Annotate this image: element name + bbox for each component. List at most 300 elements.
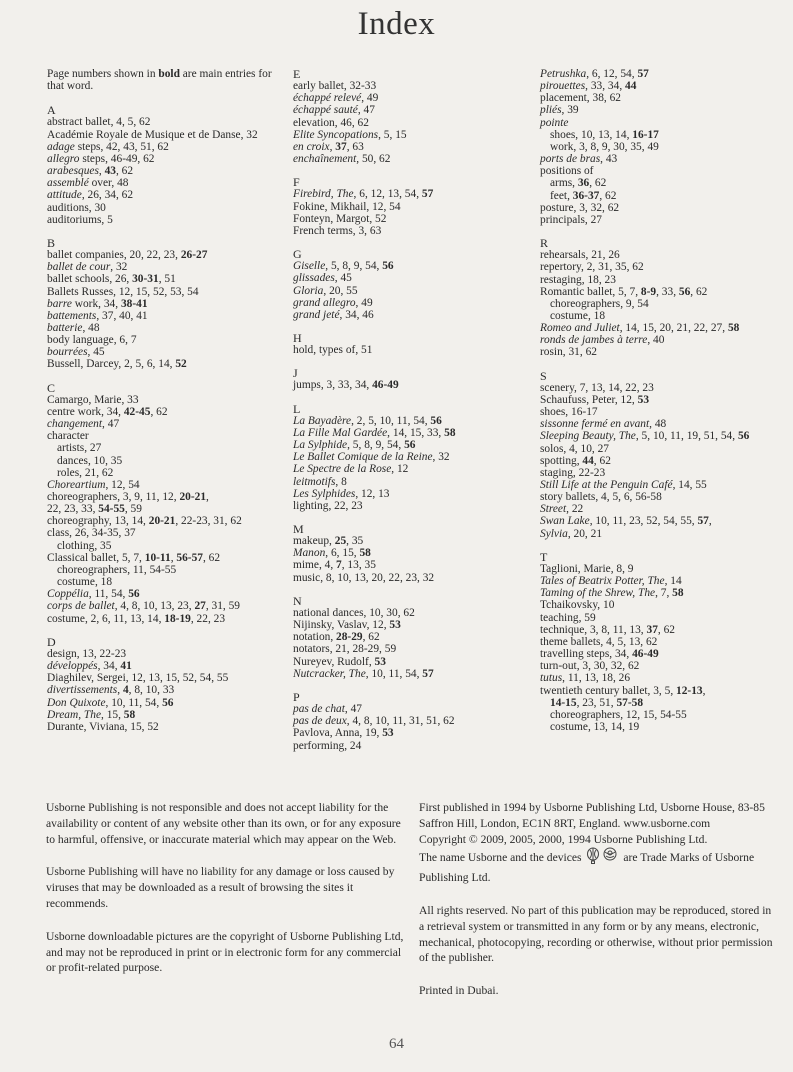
entry-text: 14-15: [550, 696, 577, 709]
entry-text: design, 13, 22-23: [47, 647, 127, 660]
entry-text: pas de chat: [293, 703, 345, 716]
entry-text: , 51: [158, 273, 176, 286]
entry-text: 42-45: [123, 405, 151, 418]
entry-text: 46-49: [632, 648, 659, 661]
entry-text: Gloria: [293, 284, 324, 297]
entry-text: Dream, The: [47, 708, 101, 721]
entry-text: repertory, 2, 31, 35, 62: [540, 261, 644, 274]
index-entry: [293, 415, 531, 427]
entry-text: 56-57: [176, 551, 203, 564]
index-entry: [540, 660, 780, 672]
entry-text: Firebird, The: [293, 188, 354, 201]
entry-text: , 10, 11, 54,: [365, 667, 423, 680]
entry-text: , 12, 54: [105, 478, 140, 491]
entry-text: Camargo, Marie, 33: [47, 393, 139, 406]
entry-text: 43: [104, 165, 116, 178]
index-entry: [47, 202, 287, 214]
index-entry: [540, 467, 780, 479]
entry-text: , 10, 11, 23, 52, 54, 55,: [589, 515, 698, 528]
entry-text: Giselle: [293, 260, 326, 273]
entry-text: , 11, 13, 18, 26: [562, 672, 631, 685]
index-entry: [540, 612, 780, 624]
index-entry: [540, 80, 780, 92]
entry-text: choreographers, 9, 54: [550, 297, 649, 310]
entry-text: notation,: [293, 631, 337, 644]
entry-text: Page numbers shown in: [47, 68, 159, 80]
entry-text: adage: [47, 140, 75, 153]
index-entry: [540, 249, 780, 261]
entry-text: Elite Syncopations: [293, 128, 379, 141]
entry-text: , 20, 21: [567, 527, 603, 540]
index-entry: [540, 117, 780, 129]
entry-text: 56: [678, 285, 691, 298]
entry-text: assemblé: [47, 177, 89, 190]
entry-text: 36-37: [572, 189, 600, 202]
section-letter: C: [47, 380, 56, 395]
entry-text: barre: [47, 297, 72, 310]
entry-text: allegro: [47, 152, 80, 165]
entry-text: story ballets, 4, 5, 6, 56-58: [540, 491, 662, 504]
entry-text: 54-55: [98, 503, 125, 516]
entry-text: 20-21: [148, 515, 176, 528]
index-subentry: [47, 576, 287, 588]
index-entry: [47, 165, 287, 177]
index-entry: [47, 141, 287, 153]
entry-text: steps, 46-49, 62: [79, 152, 155, 165]
entry-text: sissonne fermé en avant: [540, 418, 650, 431]
index-entry: [47, 697, 287, 709]
disclaimer-block: [46, 800, 406, 993]
entry-text: Ballets Russes, 12, 15, 52, 53, 54: [47, 285, 199, 298]
entry-text: Classical ballet, 5, 7,: [47, 551, 145, 564]
entry-text: , 23, 51,: [576, 696, 617, 709]
entry-text: 28-29: [336, 631, 363, 644]
entry-text: , 34,: [97, 660, 121, 673]
index-entry: [293, 344, 531, 356]
entry-text: Tchaikovsky, 10: [540, 599, 615, 612]
section-letter: S: [540, 368, 547, 383]
entry-text: , 62: [599, 189, 617, 202]
entry-text: 58: [359, 547, 371, 560]
entry-text: 27: [194, 600, 206, 613]
entry-text: , 47: [102, 418, 120, 431]
index-entry: [47, 189, 287, 201]
entry-text: rehearsals, 21, 26: [540, 249, 620, 262]
index-entry: [293, 201, 531, 213]
entry-text: auditoriums, 5: [47, 213, 113, 226]
entry-text: ,: [170, 551, 177, 564]
section-letter: B: [47, 235, 56, 250]
entry-text: 8-9: [640, 285, 657, 298]
index-entry: [540, 322, 780, 334]
entry-text: scenery, 7, 13, 14, 22, 23: [540, 381, 654, 394]
index-entry: [293, 117, 531, 129]
index-intro: [47, 68, 287, 92]
index-entry: [540, 648, 780, 660]
index-entry: [47, 613, 287, 625]
entry-text: Taglioni, Marie, 8, 9: [540, 562, 634, 575]
entry-text: , 62: [150, 405, 168, 418]
page-number: 64: [389, 1036, 404, 1052]
entry-text: , 47: [344, 703, 362, 716]
entry-text: , 62: [362, 631, 380, 644]
index-entry: [540, 274, 780, 286]
index-entry: [293, 260, 531, 272]
entry-text: notators, 21, 28-29, 59: [293, 643, 397, 656]
entry-text: , 32: [432, 451, 450, 464]
entry-text: 56: [162, 696, 174, 709]
entry-text: arabesques: [47, 165, 99, 178]
index-subentry: [47, 467, 287, 479]
entry-text: Romantic ballet, 5, 7,: [540, 285, 641, 298]
entry-text: teaching, 59: [540, 611, 596, 624]
index-column-3: [540, 68, 780, 733]
entry-text: are main entries for that word.: [47, 68, 272, 93]
entry-text: solos, 4, 10, 27: [540, 442, 609, 455]
section-letter: M: [293, 522, 304, 536]
entry-text: makeup,: [293, 535, 335, 548]
entry-text: 41: [120, 660, 132, 673]
entry-text: choreographers, 3, 9, 11, 12,: [47, 491, 180, 503]
entry-text: Bussell, Darcey, 2, 5, 6, 14,: [47, 358, 176, 371]
entry-text: Sleeping Beauty, The: [540, 430, 636, 443]
entry-text: clothing, 35: [57, 539, 112, 552]
index-entry: [47, 479, 287, 491]
entry-text: travelling steps, 34,: [540, 648, 633, 661]
index-entry: [47, 153, 287, 165]
entry-text: 56: [382, 260, 394, 273]
index-entry: [47, 660, 287, 672]
entry-text: leitmotifs: [293, 475, 336, 488]
index-entry: [47, 298, 287, 310]
index-entry: [540, 418, 780, 430]
entry-text: posture, 3, 32, 62: [540, 201, 620, 214]
index-entry: [47, 310, 287, 322]
section-letter: P: [293, 689, 300, 704]
entry-text: développés: [47, 660, 98, 673]
entry-text: Swan Lake: [540, 515, 590, 528]
entry-text: 44: [625, 80, 637, 93]
entry-text: dances, 10, 35: [57, 454, 123, 467]
entry-text: glissades: [293, 272, 335, 285]
usborne-balloon-logo-icon: [584, 847, 620, 870]
entry-text: , 50, 62: [356, 153, 391, 166]
index-entry: [293, 92, 531, 104]
entry-text: character: [47, 430, 89, 443]
entry-text: échappé relevé: [293, 92, 362, 105]
entry-text: 53: [374, 655, 386, 668]
entry-text: 16-17: [632, 128, 659, 141]
entry-text: , 8, 10, 33: [128, 684, 175, 697]
entry-text: rosin, 31, 62: [540, 346, 597, 359]
entry-text: Nijinsky, Vaslav, 12,: [293, 619, 390, 632]
entry-text: body language, 6, 7: [47, 334, 137, 347]
entry-text: en croix: [293, 140, 330, 153]
entry-text: , 5, 10, 11, 19, 51, 54,: [635, 430, 738, 443]
section-letter: G: [293, 247, 302, 262]
index-entry: [540, 636, 780, 648]
entry-text: 57: [422, 667, 434, 680]
entry-text: , 5, 8, 9, 54,: [347, 439, 405, 452]
entry-text: 58: [672, 587, 684, 600]
index-entry: [47, 406, 287, 418]
entry-text: 38-41: [120, 297, 148, 310]
trademark-text: are Trade Marks of Usborne Publishing Ltd.: [419, 851, 755, 885]
entry-text: shoes, 10, 13, 14,: [550, 128, 633, 141]
index-entry: [293, 129, 531, 141]
index-subentry: [540, 298, 780, 310]
index-entry: [293, 451, 531, 463]
entry-text: , 5, 8, 9, 54,: [325, 260, 383, 273]
index-entry: [47, 430, 287, 442]
entry-text: , 62: [202, 551, 221, 564]
index-entry: [293, 631, 531, 643]
entry-text: artists, 27: [57, 442, 102, 455]
index-entry: [47, 177, 287, 189]
entry-text: , 45: [334, 272, 352, 285]
entry-text: ,: [329, 140, 336, 153]
entry-text: French terms, 3, 63: [293, 224, 382, 237]
index-entry: [540, 153, 780, 165]
entry-text: 57: [421, 188, 434, 201]
entry-text: jumps, 3, 33, 34,: [293, 379, 373, 392]
index-entry: [293, 213, 531, 225]
entry-text: choreographers, 12, 15, 54-55: [550, 708, 687, 721]
disclaimer-paragraph: Usborne Publishing is not responsible and does not accept liability for the availability or content of any website other than its own, or for any exposure to harmful, offensive, or inaccurate material which may appear on the Web.: [46, 801, 401, 846]
index-entry: [47, 503, 287, 515]
index-entry: [47, 721, 287, 733]
index-entry: [47, 491, 287, 503]
index-entry: [47, 322, 287, 334]
entry-text: , 40: [647, 334, 665, 347]
index-entry: [47, 600, 287, 612]
entry-text: national dances, 10, 30, 62: [293, 606, 415, 619]
entry-text: 56: [430, 414, 442, 427]
entry-text: 56: [737, 430, 750, 443]
section-letter: H: [293, 330, 302, 345]
entry-text: Manon: [293, 547, 326, 560]
entry-text: ,: [117, 684, 123, 697]
entry-text: 53: [382, 727, 394, 740]
entry-text: Le Ballet Comique de la Reine: [293, 451, 433, 464]
entry-text: Nutcracker, The: [293, 667, 366, 680]
entry-text: music, 8, 10, 13, 20, 22, 23, 32: [293, 571, 435, 584]
index-entry: [293, 476, 531, 488]
index-entry: [293, 500, 531, 512]
entry-text: 12-13: [676, 684, 703, 697]
entry-text: centre work, 34,: [47, 405, 124, 418]
rights-paragraph: All rights reserved. No part of this publication may be reproduced, stored in a retrieval system or transmitted in any form or by any means, electronic, mechanical, photocopying, recording or otherwise, without prior permission of the publisher.: [419, 903, 773, 965]
entry-text: technique, 3, 8, 11, 13,: [540, 623, 647, 636]
entry-text: costume, 18: [57, 576, 113, 589]
index-subentry: [47, 564, 287, 576]
disclaimer-paragraph: Usborne downloadable pictures are the copyright of Usborne Publishing Ltd, and may not be reproduced in print or in electronic form for any commercial or profit-related purpose.: [46, 929, 404, 975]
index-entry-continuation: [540, 697, 780, 709]
entry-text: , 8: [335, 475, 347, 488]
entry-text: ,: [702, 684, 706, 697]
entry-text: , 37, 40, 41: [96, 309, 148, 322]
entry-text: tutus: [540, 672, 563, 685]
entry-text: , 33, 34,: [585, 80, 626, 93]
section-letter: L: [293, 401, 301, 416]
entry-text: ,: [98, 165, 105, 178]
entry-text: 22, 23, 33,: [47, 503, 99, 516]
index-entry: [293, 715, 531, 727]
index-entry: [540, 202, 780, 214]
entry-text: Tales of Beatrix Potter, The: [540, 575, 665, 588]
entry-text: , 33,: [656, 285, 679, 298]
index-entry: [540, 430, 780, 442]
index-column-2: [293, 68, 531, 752]
index-entry: [540, 587, 780, 599]
index-entry: [540, 394, 780, 406]
entry-text: 30-31: [132, 273, 159, 286]
entry-text: pliés: [540, 104, 562, 117]
entry-text: ballet schools, 26,: [47, 273, 133, 286]
entry-text: ballet companies, 20, 22, 23,: [47, 249, 181, 262]
index-entry: [293, 80, 531, 92]
index-entry: [540, 382, 780, 394]
index-subentry: [540, 141, 780, 153]
entry-text: 53: [389, 619, 401, 632]
entry-text: ports de bras: [540, 153, 601, 166]
entry-text: 56: [128, 588, 140, 601]
entry-text: , 12: [391, 463, 409, 476]
index-entry: [293, 727, 531, 739]
entry-text: , 62: [589, 177, 607, 190]
entry-text: attitude: [47, 189, 82, 202]
entry-text: costume, 18: [550, 309, 606, 322]
entry-text: 26-27: [180, 249, 208, 262]
entry-text: , 15,: [101, 708, 124, 721]
index-entry: [47, 261, 287, 273]
index-subentry: [540, 709, 780, 721]
entry-text: corps de ballet: [47, 600, 115, 613]
entry-text: , 62: [593, 454, 611, 467]
entry-text: Les Sylphides: [293, 487, 356, 500]
entry-text: échappé sauté: [293, 104, 358, 117]
page-title: Index: [357, 6, 436, 42]
entry-text: , 22, 23: [190, 612, 226, 625]
index-entry: [540, 491, 780, 503]
printed-in: Printed in Dubai.: [419, 984, 499, 998]
entry-text: , 14, 55: [672, 479, 707, 491]
entry-text: Sylvia: [540, 527, 568, 540]
entry-text: 10-11: [144, 551, 171, 564]
entry-text: ,: [708, 515, 712, 528]
entry-text: bold: [158, 68, 180, 80]
entry-text: lighting, 22, 23: [293, 499, 363, 512]
index-entry: [47, 358, 287, 370]
entry-text: 37: [335, 140, 347, 153]
entry-text: arms,: [550, 177, 578, 190]
entry-text: work, 34,: [71, 297, 121, 310]
trademark-line: [419, 847, 779, 886]
entry-text: performing, 24: [293, 739, 362, 752]
entry-text: 56: [404, 439, 416, 452]
index-entry: [47, 346, 287, 358]
entry-text: batterie: [47, 321, 83, 334]
index-entry: [540, 528, 780, 540]
entry-text: , 12, 13: [355, 487, 390, 500]
section-letter: E: [293, 67, 301, 81]
entry-text: positions of: [540, 165, 594, 178]
index-entry: [540, 455, 780, 467]
entry-text: , 34, 46: [339, 308, 374, 321]
index-entry: [47, 552, 287, 564]
entry-text: , 11, 54,: [88, 588, 129, 601]
entry-text: , 62: [115, 165, 134, 178]
index-entry: [540, 346, 780, 358]
index-entry: [540, 672, 780, 684]
entry-text: grand jeté: [293, 308, 340, 321]
entry-text: , 48: [649, 418, 667, 431]
entry-text: shoes, 16-17: [540, 406, 598, 419]
entry-text: changement: [47, 418, 103, 431]
entry-text: 44: [582, 454, 594, 467]
entry-text: ,: [206, 491, 209, 503]
section-letter: A: [47, 103, 56, 118]
entry-text: 36: [577, 177, 590, 190]
index-entry: [540, 406, 780, 418]
entry-text: 46-49: [372, 379, 399, 392]
entry-text: , 6, 15,: [325, 547, 360, 560]
entry-text: enchaînement: [293, 153, 357, 166]
index-entry: [293, 427, 531, 439]
entry-text: , 63: [346, 140, 364, 153]
entry-text: , 22: [566, 503, 584, 516]
index-subentry: [540, 190, 780, 202]
entry-text: , 4, 8, 10, 13, 23,: [114, 600, 195, 613]
entry-text: over, 48: [88, 177, 129, 190]
index-subentry: [47, 455, 287, 467]
entry-text: ballet de cour: [47, 261, 111, 274]
entry-text: Diaghilev, Sergei, 12, 13, 15, 52, 54, 55: [47, 672, 229, 685]
entry-text: steps, 42, 43, 51, 62: [74, 140, 169, 153]
entry-text: pirouettes: [540, 80, 586, 93]
entry-text: , 6, 12, 13, 54,: [353, 188, 422, 201]
index-entry: [47, 418, 287, 430]
entry-text: early ballet, 32-33: [293, 80, 377, 93]
section-letter: J: [293, 366, 298, 381]
index-entry: [47, 588, 287, 600]
entry-text: Fonteyn, Margot, 52: [293, 212, 387, 225]
entry-text: feet,: [550, 189, 573, 202]
section-letter: N: [293, 593, 302, 608]
entry-text: , 13, 35: [341, 559, 376, 572]
entry-text: Romeo and Juliet: [540, 322, 620, 335]
entry-text: 57-58: [616, 696, 644, 709]
entry-text: , 2, 5, 10, 11, 54,: [351, 414, 431, 427]
index-subentry: [540, 721, 780, 733]
entry-text: , 39: [561, 104, 579, 117]
entry-text: Nureyev, Rudolf,: [293, 655, 375, 668]
entry-text: twentieth century ballet, 3, 5,: [540, 684, 677, 697]
entry-text: , 14, 15, 33,: [387, 426, 445, 439]
entry-text: , 45: [87, 346, 105, 359]
entry-text: 18-19: [164, 612, 191, 625]
index-entry: [293, 297, 531, 309]
index-subentry: [47, 442, 287, 454]
entry-text: , 31, 59: [205, 600, 240, 613]
section-letter: T: [540, 549, 548, 564]
entry-text: 52: [175, 358, 187, 371]
first-published: First published in 1994 by Usborne Publishing Ltd, Usborne House, 83-85 Saffron Hill, London, EC1N 8RT, England. www.usborne.com: [419, 801, 765, 830]
entry-text: , 32: [110, 261, 128, 274]
entry-text: pointe: [540, 116, 569, 129]
index-entry: [293, 188, 531, 200]
index-entry: [540, 68, 780, 80]
